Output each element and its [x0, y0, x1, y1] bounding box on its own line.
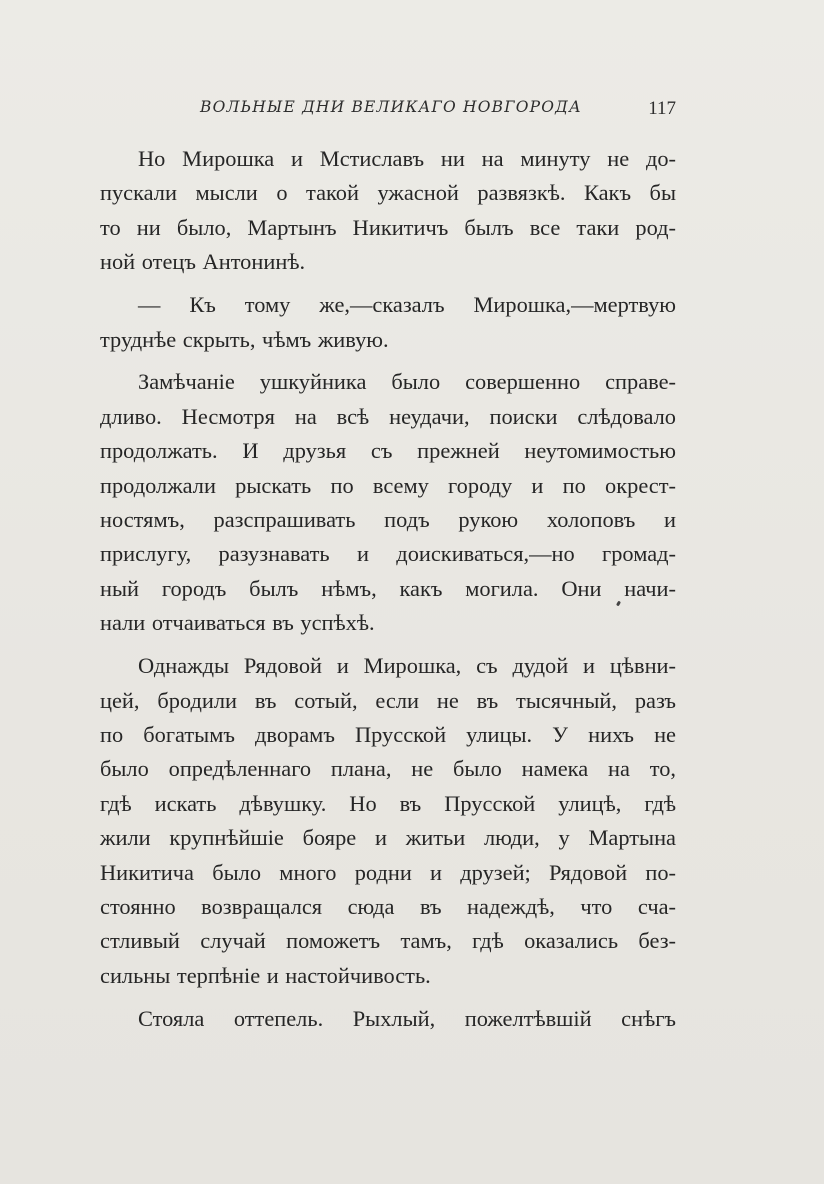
text-line: сильны терпѣніе и настойчивость.	[100, 962, 431, 988]
text-line: цей, бродили въ сотый, если не въ тысячный, разъ	[100, 687, 676, 713]
text-line: ный городъ былъ нѣмъ, какъ могила. Они начи-	[100, 575, 676, 601]
text-line: труднѣе скрыть, чѣмъ живую.	[100, 326, 389, 352]
text-line: пускали мысли о такой ужасной развязкѣ. Какъ бы	[100, 180, 676, 206]
text-line: жили крупнѣйшіе бояре и житьи люди, у Мартына	[100, 825, 676, 851]
text-line: дливо. Несмотря на всѣ неудачи, поиски слѣдовало	[100, 403, 676, 429]
paragraph-2	[100, 288, 676, 357]
text-line: по богатымъ дворамъ Прусской улицы. У нихъ не	[100, 722, 676, 747]
text-line: было опредѣленнаго плана, не было намека на то,	[100, 756, 676, 782]
paragraph-3	[100, 365, 676, 640]
text-line: продолжать. И друзья съ прежней неутомимостью	[100, 438, 676, 464]
text-line: то ни было, Мартынъ Никитичъ былъ все таки род-	[100, 214, 676, 240]
text-line: нали отчаиваться въ успѣхѣ.	[100, 610, 375, 636]
text-line: стоянно возвращался сюда въ надеждѣ, что сча-	[100, 894, 676, 920]
text-line: стливый случай поможетъ тамъ, гдѣ оказались без-	[100, 928, 676, 954]
text-line: прислугу, разузнавать и доискиваться,—но громад-	[100, 541, 676, 567]
paragraph-1	[100, 142, 676, 280]
text-line: Однажды Рядовой и Мирошка, съ дудой и цѣвни-	[138, 653, 676, 679]
text-line: Никитича было много родни и друзей; Рядовой по-	[100, 859, 676, 885]
text-line: ностямъ, разспрашивать подъ рукою холоповъ и	[100, 507, 676, 533]
text-line: ной отецъ Антонинѣ.	[100, 249, 306, 275]
page-number: 117	[648, 98, 676, 119]
text-line: Но Мирошка и Мстиславъ ни на минуту не до-	[138, 146, 676, 171]
text-line: гдѣ искать дѣвушку. Но въ Прусской улицѣ, гдѣ	[100, 790, 676, 816]
paragraph-4	[100, 649, 676, 993]
paragraph-5	[100, 1002, 676, 1036]
body-text	[100, 142, 676, 1045]
text-line: Стояла оттепель. Рыхлый, пожелтѣвшій снѣгъ	[138, 1005, 676, 1031]
page-header	[200, 98, 676, 128]
text-line: Замѣчаніе ушкуйника было совершенно справе-	[138, 369, 676, 395]
text-line: — Къ тому же,—сказалъ Мирошка,—мертвую	[138, 292, 676, 318]
text-line: продолжали рыскать по всему городу и по окрест-	[100, 472, 676, 498]
running-title: ВОЛЬНЫЕ ДНИ ВЕЛИКАГО НОВГОРОДА	[200, 98, 582, 116]
